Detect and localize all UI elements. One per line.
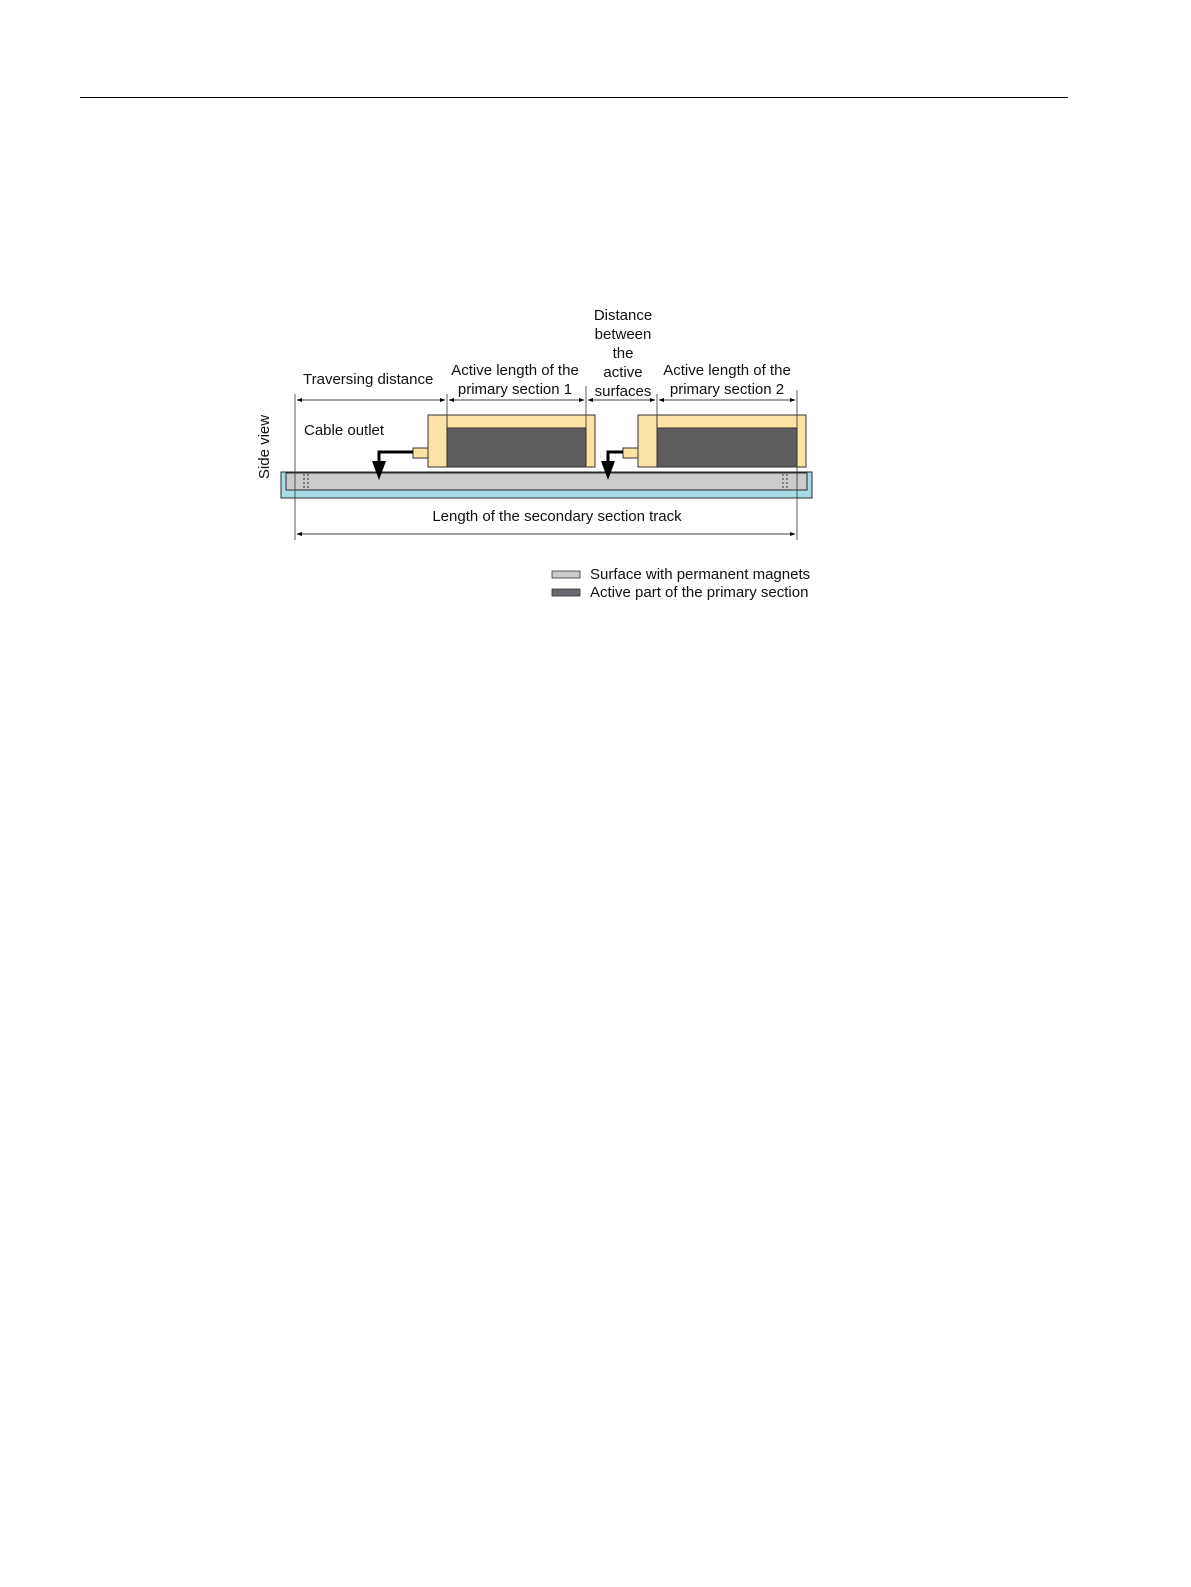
cable-outlet-label: Cable outlet	[304, 422, 385, 439]
active-length-1-label-line2: primary section 1	[457, 381, 573, 398]
active-length-2-label-line1: Active length of the	[663, 362, 791, 379]
distance-label-line1: Distance	[593, 307, 653, 324]
distance-label-line2: between	[594, 326, 652, 343]
distance-label-line5: surfaces	[594, 383, 652, 400]
active-part-1	[447, 428, 586, 467]
secondary-track	[281, 472, 812, 498]
active-length-2-label-line2: primary section 2	[669, 381, 785, 398]
legend-swatch-active-part	[552, 589, 580, 596]
active-part-2	[657, 428, 797, 467]
distance-label-line3: the	[612, 345, 634, 362]
legend-swatch-magnets	[552, 571, 580, 578]
cable-connector-2	[623, 448, 638, 458]
distance-label-line4: active	[603, 364, 643, 381]
cable-connector-1	[413, 448, 428, 458]
secondary-track-length-label: Length of the secondary section track	[432, 508, 682, 525]
side-view-label: Side view	[256, 414, 273, 480]
magnet-surface	[286, 473, 807, 490]
traversing-distance-label: Traversing distance	[303, 371, 434, 388]
legend-label-magnets: Surface with permanent magnets	[590, 566, 811, 583]
legend-label-active-part: Active part of the primary section	[590, 584, 809, 601]
active-length-1-label-line1: Active length of the	[451, 362, 579, 379]
primary-section-1	[372, 415, 595, 480]
legend	[552, 566, 810, 601]
primary-section-2	[601, 415, 806, 480]
